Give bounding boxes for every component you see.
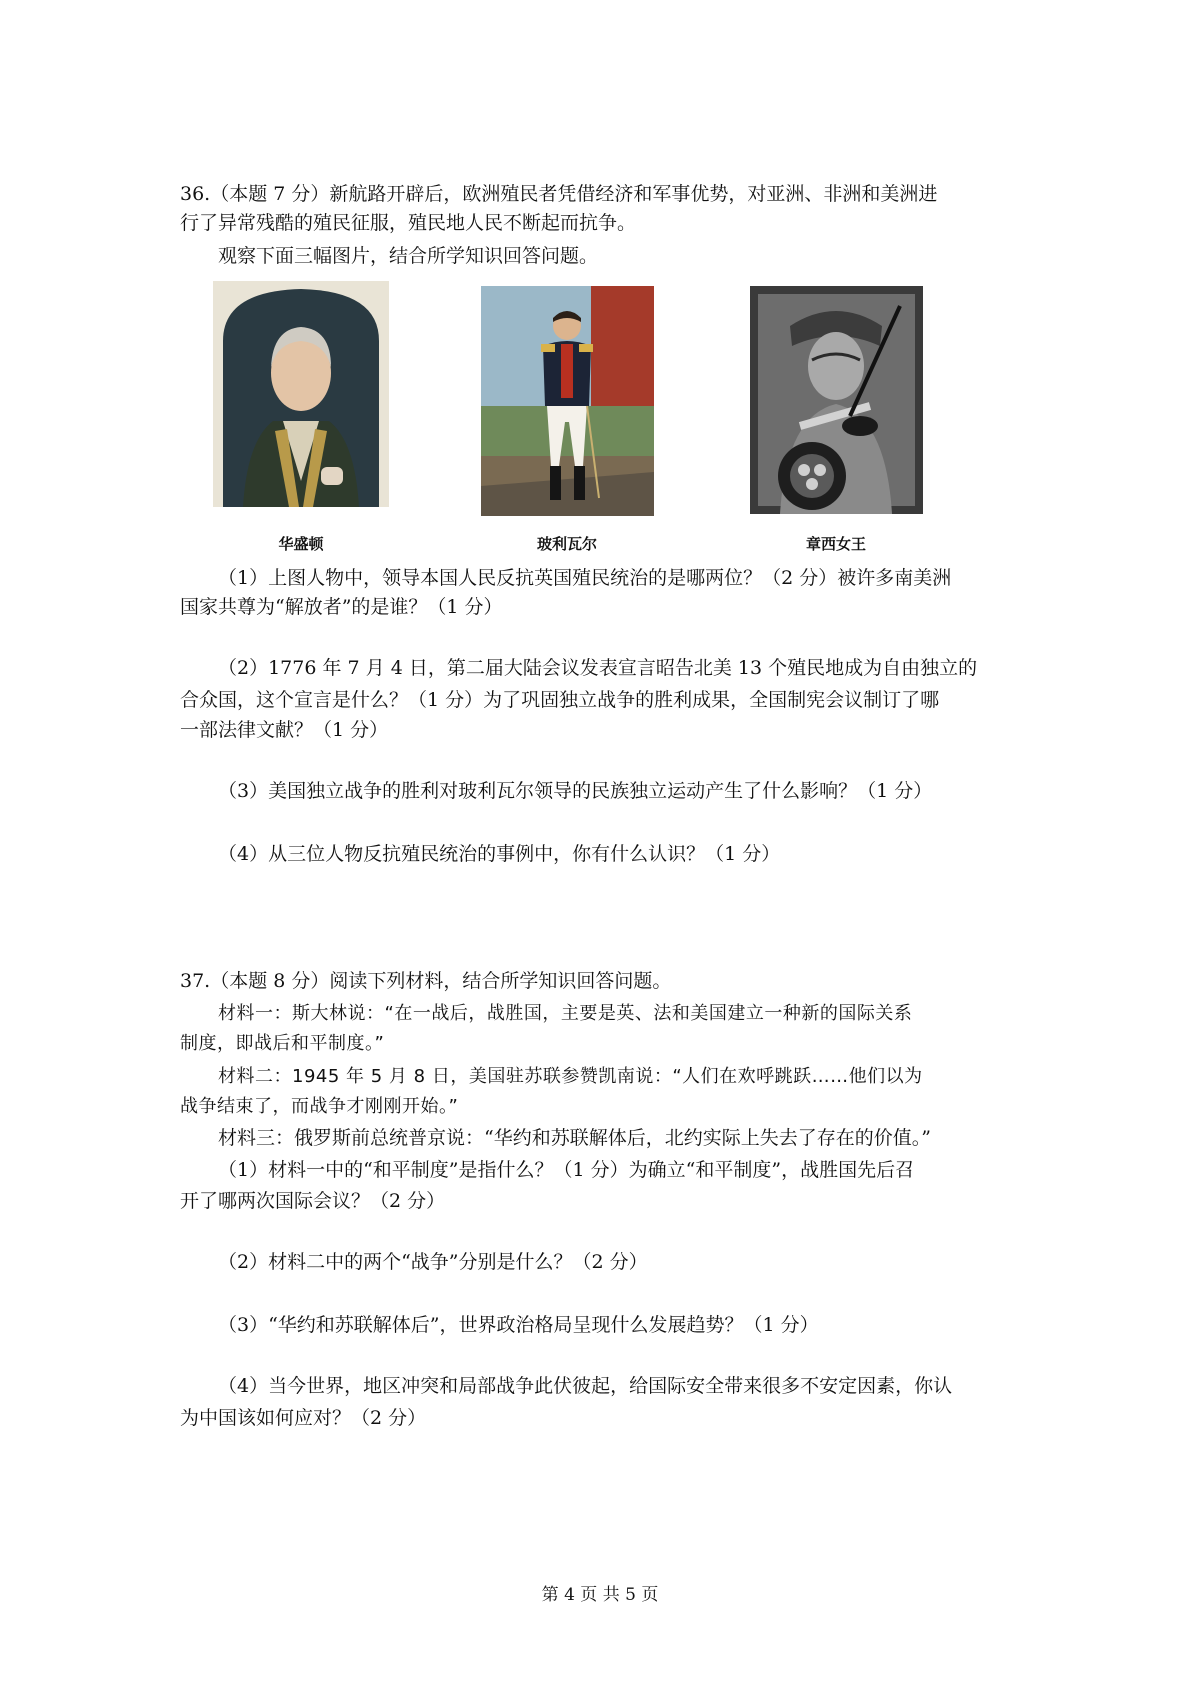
q37-material2-line1: 材料二：1945 年 5 月 8 日，美国驻苏联参赞凯南说：“人们在欢呼跳跃……他们以为 [218,1066,923,1087]
q36-sub2-line1: （2）1776 年 7 月 4 日，第二届大陆会议发表宣言昭告北美 13 个殖民地成为自由独立的 [218,657,978,679]
bolivar-portrait [481,286,654,516]
q36-sub1-line2: 国家共尊为“解放者”的是谁？（1 分） [180,596,503,618]
washington-portrait [213,281,389,507]
q37-sub1-line2: 开了哪两次国际会议？（2 分） [180,1190,446,1212]
q37-sub4-line1: （4）当今世界，地区冲突和局部战争此伏彼起，给国际安全带来很多不安定因素，你认 [218,1375,953,1397]
caption-washington: 华盛顿 [278,535,324,553]
q37-stem: 37.（本题 8 分）阅读下列材料，结合所学知识回答问题。 [180,970,672,992]
q37-sub3: （3）“华约和苏联解体后”，世界政治格局呈现什么发展趋势？（1 分） [218,1314,819,1336]
q36-sub2-line3: 一部法律文献？（1 分） [180,719,389,741]
q37-material1-line1: 材料一：斯大林说：“在一战后，战胜国，主要是英、法和美国建立一种新的国际关系 [218,1003,913,1024]
page-footer: 第 4 页 共 5 页 [541,1585,659,1605]
q36-sub1-line1: （1）上图人物中，领导本国人民反抗英国殖民统治的是哪两位？（2 分）被许多南美洲 [218,567,952,589]
q37-sub1-line1: （1）材料一中的“和平制度”是指什么？（1 分）为确立“和平制度”，战胜国先后召 [218,1159,915,1181]
q36-instruction: 观察下面三幅图片，结合所学知识回答问题。 [218,245,599,267]
q36-sub2-line2: 合众国，这个宣言是什么？（1 分）为了巩固独立战争的胜利成果，全国制宪会议制订了哪 [180,689,940,711]
q36-sub3: （3）美国独立战争的胜利对玻利瓦尔领导的民族独立运动产生了什么影响？（1 分） [218,780,933,802]
q37-material3: 材料三：俄罗斯前总统普京说：“华约和苏联解体后，北约实际上失去了存在的价值。” [218,1127,931,1149]
q37-sub2: （2）材料二中的两个“战争”分别是什么？（2 分） [218,1251,648,1273]
q37-material1-line2: 制度，即战后和平制度。” [180,1033,385,1054]
caption-bolivar: 玻利瓦尔 [536,535,597,553]
rani-of-jhansi-portrait [750,286,923,514]
q37-sub4-line2: 为中国该如何应对？（2 分） [180,1407,427,1429]
caption-rani-of-jhansi: 章西女王 [805,535,866,553]
q37-material2-line2: 战争结束了，而战争才刚刚开始。” [180,1096,459,1117]
q36-sub4: （4）从三位人物反抗殖民统治的事例中，你有什么认识？（1 分） [218,843,781,865]
q36-stem-line2: 行了异常残酷的殖民征服，殖民地人民不断起而抗争。 [180,212,637,234]
q36-stem-line1: 36.（本题 7 分）新航路开辟后，欧洲殖民者凭借经济和军事优势，对亚洲、非洲和美洲进 [180,183,938,205]
